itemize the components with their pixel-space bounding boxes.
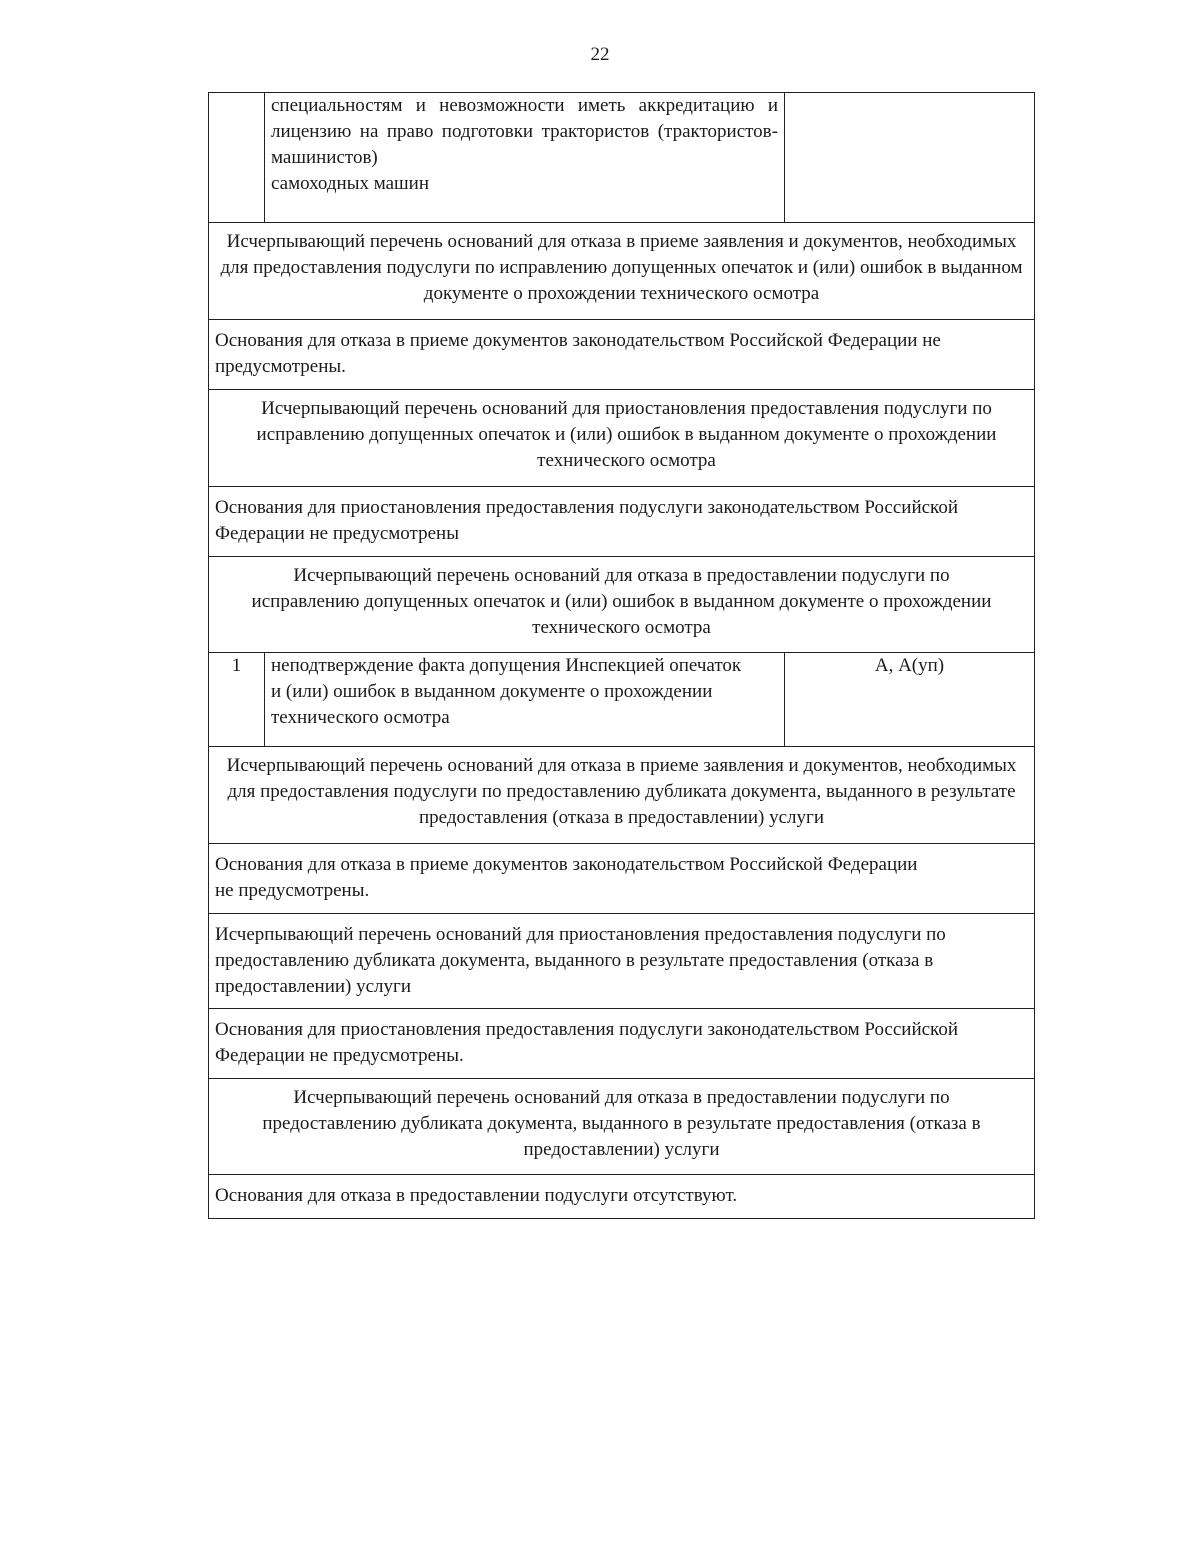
section-body-row [209,487,1035,557]
section-body: Основания для отказа в предоставлении подуслуги отсутствуют. [209,1175,1035,1219]
section-header: Исчерпывающий перечень оснований для отказа в приеме заявления и документов, необходимых для предоставления подуслуги по исправлению допущенных опечаток и (или) ошибок в выданном документе о прохождении технического осмотра [209,223,1035,320]
continuation-row [209,93,1035,223]
reason-code: А, А(уп) [785,653,1035,747]
continuation-text: специальностям и невозможности иметь аккредитацию и лицензию на право подготовки трактористов (трактористов-машинистов) [271,95,778,168]
section-header-row [209,1079,1035,1175]
section-header-row [209,223,1035,320]
section-body: Основания для отказа в приеме документов законодательством Российской Федерации не предусмотрены. [209,844,1035,914]
continuation-text-cell [265,93,785,223]
section-body-row [209,1175,1035,1219]
continuation-num-cell [209,93,265,223]
section-body-row [209,844,1035,914]
section-body-row [209,1009,1035,1079]
reason-text: неподтверждение факта допущения Инспекцией опечаток и (или) ошибок в выданном документе о прохождении технического осмотра [265,653,785,747]
section-body-row [209,320,1035,390]
reason-row [209,653,1035,747]
section-body: Основания для приостановления предоставления подуслуги законодательством Российской Федерации не предусмотрены. [209,1009,1035,1079]
grounds-table [208,92,1035,1219]
section-header: Исчерпывающий перечень оснований для приостановления предоставления подуслуги по предоставлению дубликата документа, выданного в результате предоставления (отказа в предоставлении) услуги [209,914,1035,1009]
section-header: Исчерпывающий перечень оснований для отказа в предоставлении подуслуги по исправлению допущенных опечаток и (или) ошибок в выданном документе о прохождении технического осмотра [209,557,1035,653]
section-body: Основания для приостановления предоставления подуслуги законодательством Российской Федерации не предусмотрены [209,487,1035,557]
reason-number: 1 [209,653,265,747]
section-header: Исчерпывающий перечень оснований для отказа в предоставлении подуслуги по предоставлению дубликата документа, выданного в результате предоставления (отказа в предоставлении) услуги [209,1079,1035,1175]
section-body: Основания для отказа в приеме документов законодательством Российской Федерации не предусмотрены. [209,320,1035,390]
page-number: 22 [590,44,610,65]
continuation-text-last: самоходных машин [271,173,430,194]
section-header-row [209,747,1035,844]
section-header: Исчерпывающий перечень оснований для отказа в приеме заявления и документов, необходимых для предоставления подуслуги по предоставлению дубликата документа, выданного в результате предоставления (отказа в предоставлении) услуги [209,747,1035,844]
continuation-code-cell [785,93,1035,223]
section-header-row [209,557,1035,653]
section-header-row [209,914,1035,1009]
section-header-row [209,390,1035,487]
section-header: Исчерпывающий перечень оснований для приостановления предоставления подуслуги по исправлению допущенных опечаток и (или) ошибок в выданном документе о прохождении технического осмотра [209,390,1035,487]
